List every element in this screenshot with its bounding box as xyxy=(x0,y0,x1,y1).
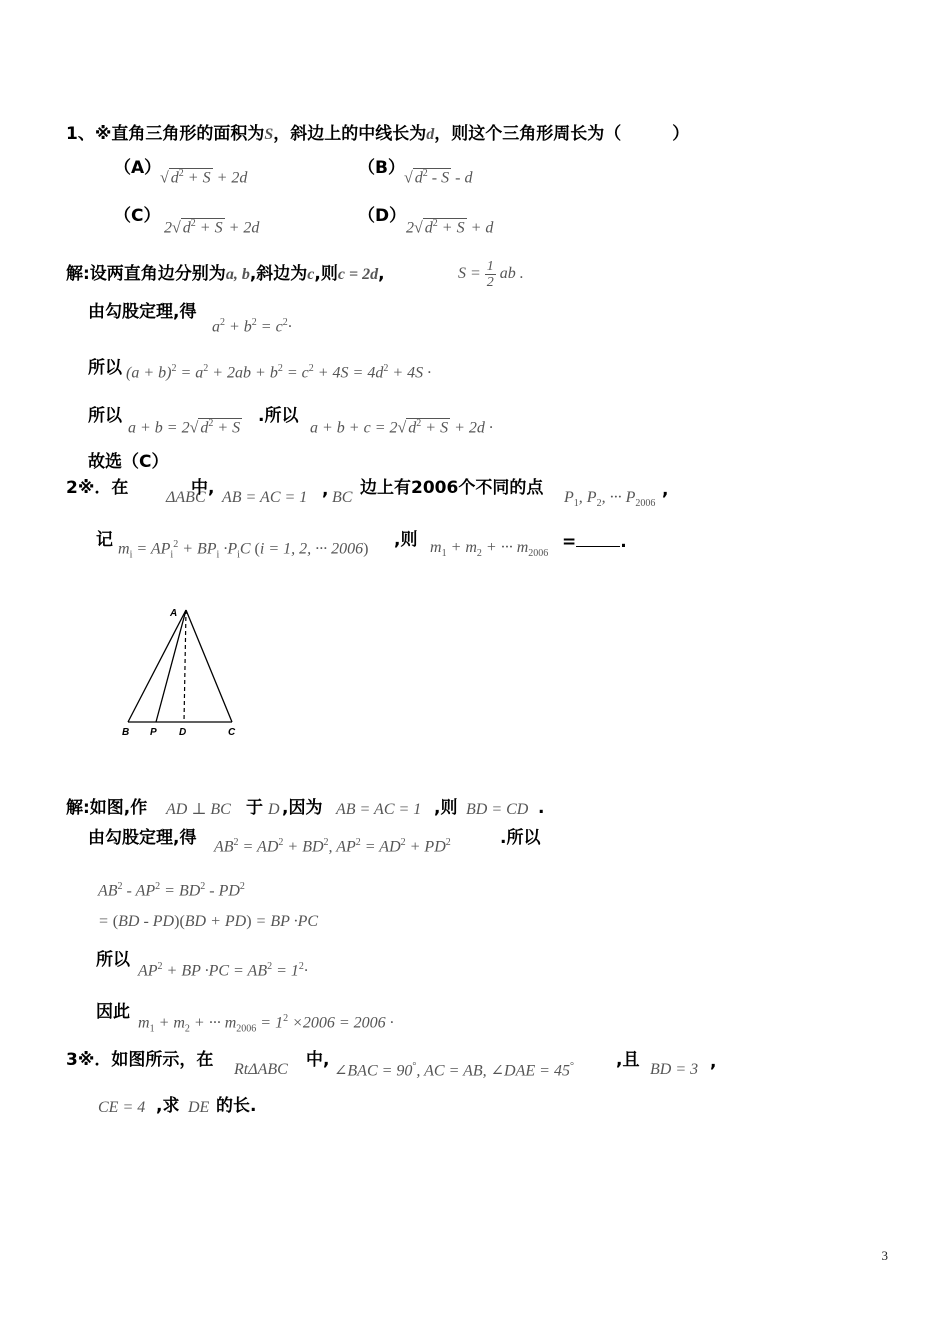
q1-stem xyxy=(66,126,689,143)
sol1-line5: 故选（C） xyxy=(88,452,169,472)
sol2-l1-b: 于 xyxy=(246,798,263,818)
q2-l1-b: 中, xyxy=(191,478,215,498)
q2-points: $P_1$, $P_2$, ··· $P_{2006}$ xyxy=(564,489,656,510)
q1-var-d: d xyxy=(426,126,435,143)
sol2-factor: = (BD - PD)(BD + PD) = BP ·PC xyxy=(98,913,319,930)
sol1-eq-c2d: c = 2d xyxy=(337,266,379,283)
answer-blank xyxy=(576,532,620,547)
sol1-sum-ab: a + b = 2√ $d^2 + S$ xyxy=(128,418,241,437)
q2-sum: $m_1 + m_2$ + ··· $m_{2006}$ xyxy=(430,539,549,560)
sol1-expand: $(a + b)^2 = a^2 + 2ab + b^2 = c^2 + 4S = 4d^2 + 4S$ · xyxy=(126,363,432,382)
sol2-pythag: $AB^2 = AD^2 + BD^2$, $AP^2 = AD^2 + PD^2$ xyxy=(214,837,451,856)
sol2-l1-c: ,因为 xyxy=(282,798,323,818)
sol2-perp: AD ⊥ BC xyxy=(166,801,231,818)
sol1-l1-f: , xyxy=(378,264,385,284)
sol2-eq2: BD = CD xyxy=(466,801,529,818)
label-a: A xyxy=(170,608,178,619)
sol1-line2: 由勾股定理,得 xyxy=(88,302,197,322)
label-b: B xyxy=(122,727,130,738)
q1-option-d-label: （D） xyxy=(358,206,407,226)
q2-l1-a: 2※．在 xyxy=(66,478,129,498)
sol1-line3: 所以 xyxy=(88,358,122,378)
side-ab xyxy=(128,610,186,722)
sol2-eq1: AB = AC = 1 xyxy=(336,801,422,818)
q3-conditions: ∠BAC = 90°, AC = AB, ∠DAE = 45° xyxy=(334,1061,574,1080)
q2-l2-b: ,则 xyxy=(394,530,418,550)
q2-eq-ab-ac: AB = AC = 1 xyxy=(222,489,308,506)
sol2-l1-a: 解:如图,作 xyxy=(66,798,148,818)
sol1-var-c: c xyxy=(307,266,315,283)
sol1-vars-ab: a, b xyxy=(225,266,250,283)
q2-line1 xyxy=(66,480,128,497)
sol1-line1 xyxy=(66,266,385,283)
q3-l1-a: 3※．如图所示，在 xyxy=(66,1050,214,1070)
q2-l2-a: 记 xyxy=(96,530,113,550)
q1-option-b-formula: √ $d^2$ - S - d xyxy=(404,168,473,187)
q1-option-a-label: （A） xyxy=(114,158,162,178)
q1-option-d-formula: 2√ $d^2 + S + d$ xyxy=(406,218,494,237)
sol2-l2-a: 由勾股定理,得 xyxy=(88,828,197,848)
page-number: 3 xyxy=(881,1248,888,1263)
sol2-final: $m_1 + m_2$ + ··· $m_{2006} = 1^2 \times 2006 = 2006$ · xyxy=(138,1013,394,1035)
q1-option-b-label: （B） xyxy=(358,158,405,178)
sol1-line4b: .所以 xyxy=(258,406,299,426)
sol2-diff: $AB^2 - AP^2 = BD^2 - PD^2$ xyxy=(98,881,245,900)
triangle-figure xyxy=(112,604,252,744)
sol1-l1-d: ,则 xyxy=(314,264,338,284)
q3-l2-b: 的长. xyxy=(216,1096,257,1116)
segment-ap xyxy=(156,610,186,722)
sol2-var-d: D xyxy=(268,801,280,818)
q3-bd: BD = 3 xyxy=(650,1061,699,1078)
sol1-l1-b: ,斜边为 xyxy=(249,264,308,284)
q2-period: . xyxy=(620,532,627,552)
q2-l1-c: , xyxy=(322,480,329,500)
altitude-ad xyxy=(184,610,186,722)
label-p: P xyxy=(150,727,157,738)
sol2-result: $AP^2$ + BP $\cdot PC = AB^2 = 1^2\cdot$ xyxy=(138,961,308,980)
q2-l1-e: , xyxy=(662,480,669,500)
q1-suffix: ，则这个三角形周长为（ ） xyxy=(434,124,690,144)
q3-l1-b: 中, xyxy=(306,1050,330,1070)
q2-mi-def: $m_i = AP_i^2 + BP_i \cdot P_iC$ (i = 1, 2, ··· 2006) xyxy=(118,539,369,561)
q3-de: DE xyxy=(188,1099,210,1116)
q3-ce: CE = 4 xyxy=(98,1099,146,1116)
sol1-area-formula: S = $\frac{1}{2}$ ab . xyxy=(458,259,524,290)
q1-mid: ，斜边上的中线长为 xyxy=(273,124,427,144)
q1-var-s: S xyxy=(264,126,274,143)
sol1-l1-a: 解:设两直角边分别为 xyxy=(66,264,226,284)
label-c: C xyxy=(228,727,236,738)
q1-option-a-formula: √ $d^2 + S + 2d$ xyxy=(160,168,248,187)
q2-answer-blank xyxy=(562,532,627,551)
q1-option-c-formula: 2√ $d^2 + S + 2d$ xyxy=(164,218,260,237)
q3-triangle: RtΔABC xyxy=(234,1061,288,1078)
q2-l1-d: 边上有2006个不同的点 xyxy=(360,478,544,498)
sol2-l2-b: .所以 xyxy=(500,828,541,848)
sol1-line4a: 所以 xyxy=(88,406,122,426)
q2-bc: BC xyxy=(332,489,353,506)
sol2-l6: 因此 xyxy=(96,1002,130,1022)
q1-option-c-label: （C） xyxy=(114,206,161,226)
label-d: D xyxy=(179,727,187,738)
q3-l1-d: , xyxy=(710,1052,717,1072)
q3-l1-c: ,且 xyxy=(616,1050,640,1070)
sol2-l1-e: . xyxy=(538,798,545,818)
side-ac xyxy=(186,610,232,722)
sol2-l1-d: ,则 xyxy=(434,798,458,818)
sol1-pythag: $a^2 + b^2 = c^2\cdot$ xyxy=(212,317,292,336)
sol1-perimeter: a + b + c = 2√ $d^2 + S + 2d$ · xyxy=(310,418,493,437)
q1-prefix: 1、※直角三角形的面积为 xyxy=(66,124,265,144)
q2-eq-sign: = xyxy=(562,532,577,552)
sol2-l5: 所以 xyxy=(96,950,130,970)
q3-l2-a: ,求 xyxy=(156,1096,180,1116)
q2-triangle: ΔABC xyxy=(166,489,206,506)
